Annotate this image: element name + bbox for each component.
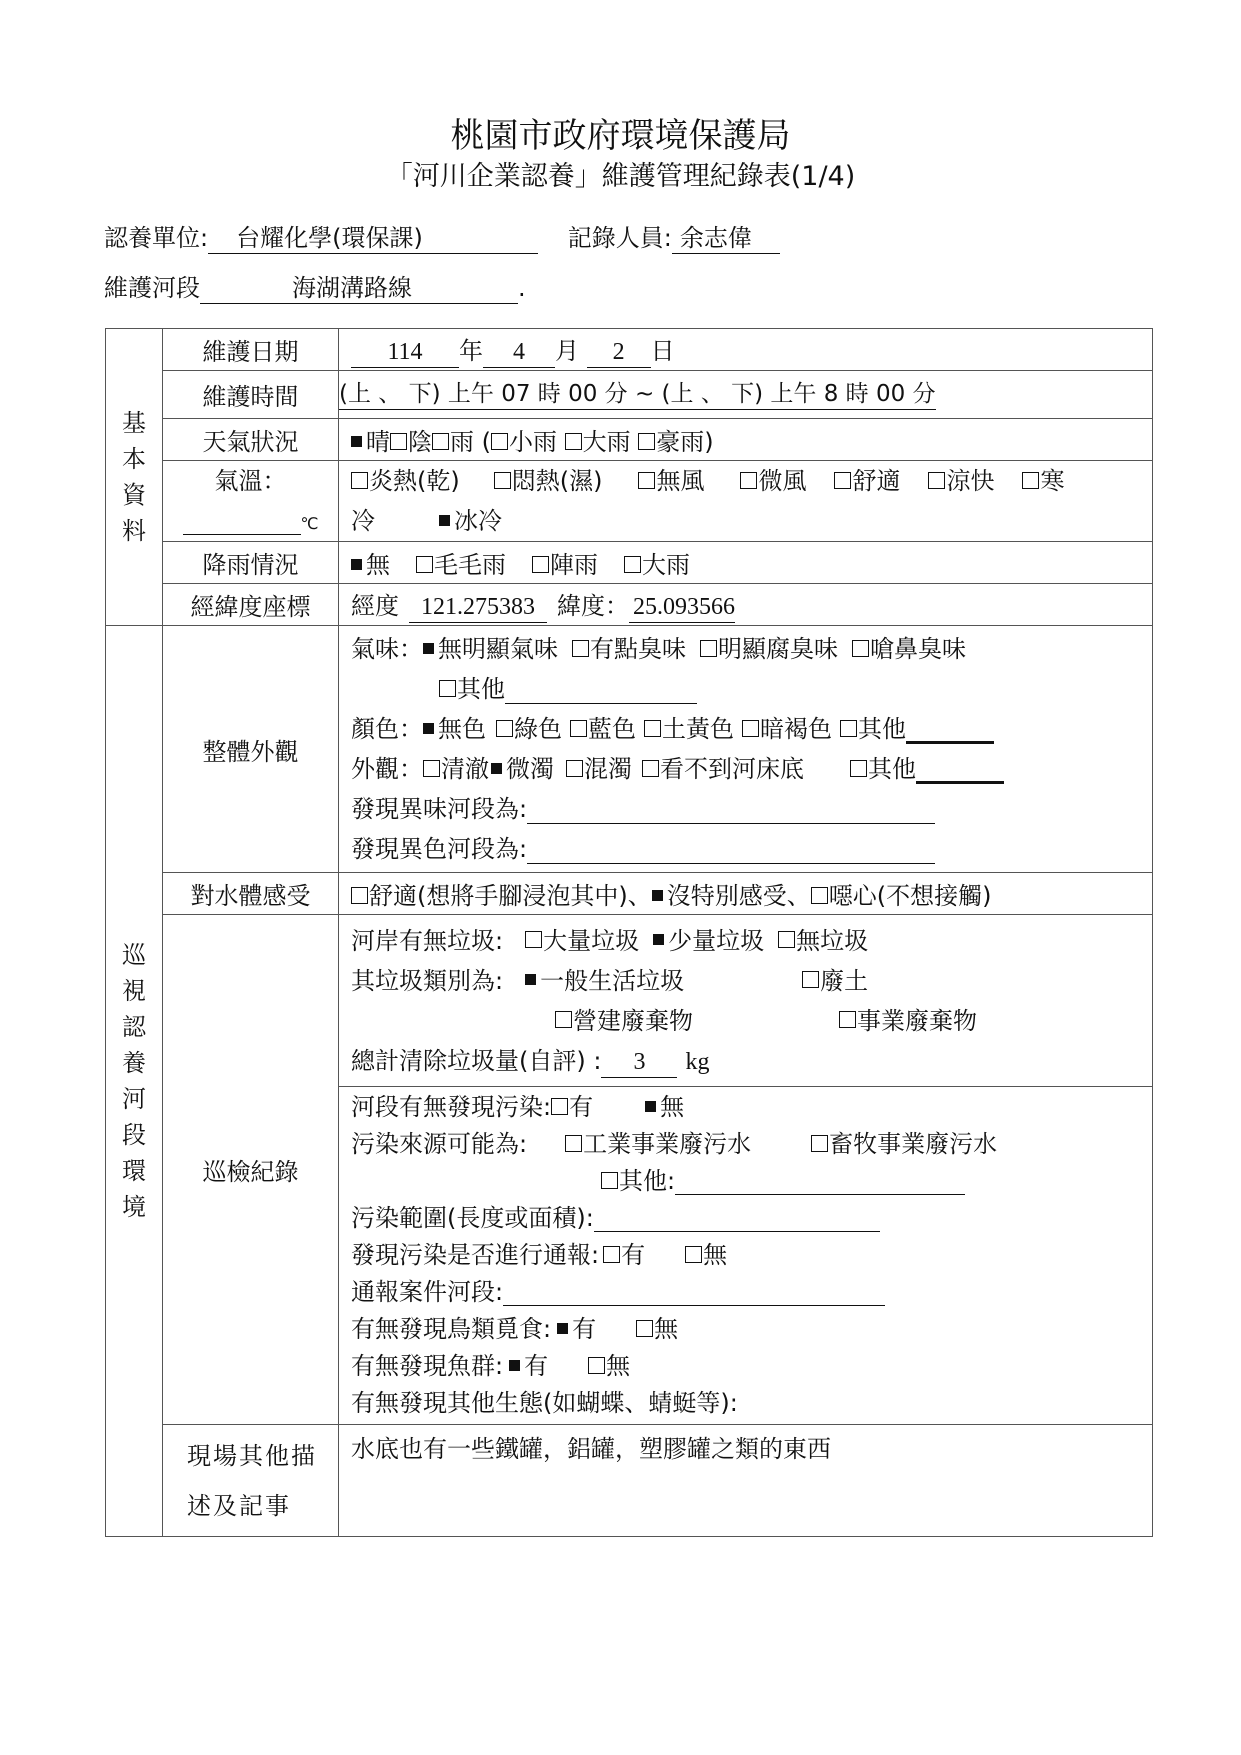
row-rain [106,542,1153,584]
recorder-value: 余志偉 [672,223,780,254]
trash-type-row-1 [351,961,1140,1001]
temp-label-cell [163,461,339,542]
report-section-row [351,1274,1140,1311]
odd-color-row [351,829,1140,869]
side-char: 資 [122,481,146,509]
fish-opt: 有 [524,1352,549,1380]
temp-opt: 寒 [1040,467,1065,495]
section-value: 海湖溝路線 [200,273,518,304]
row-date [106,329,1153,371]
total-row [351,1041,1140,1081]
source-opt: 其他: [619,1167,676,1195]
lat-value: 25.093566 [629,592,735,623]
time-label: 維護時間 [163,371,339,419]
record-table [105,328,1153,1537]
date-year-unit: 年 [459,337,483,365]
coord-cell [339,584,1153,626]
checkbox [565,433,582,450]
total-unit: kg [685,1048,710,1075]
row-appearance [106,626,1153,873]
other-label-1: 現場其他描 [187,1441,317,1470]
row-trash [106,915,1153,1087]
checkbox [491,433,508,450]
smell-opt: 無明顯氣味 [438,635,558,663]
eco-label: 有無發現其他生態(如蝴蝶、蜻蜓等): [351,1389,738,1417]
date-day-unit: 日 [650,337,675,365]
trash-opt: 大量垃圾 [543,926,640,955]
row-time [106,371,1153,419]
fish-opt: 無 [606,1352,631,1380]
section-end: . [518,274,526,302]
date-month-unit: 月 [555,337,579,365]
unit-value: 台耀化學(環保課) [208,223,538,254]
checked-box [439,515,450,526]
look-row [351,749,1140,789]
smell-row [351,629,1140,669]
weather-light-rain: 小雨 [509,428,557,456]
trash-type-label: 其垃圾類別為: [351,966,504,995]
temp-opt: 冷 [351,507,375,535]
color-opt: 綠色 [514,715,562,743]
checkbox [432,433,449,450]
smell-other-row [351,669,1140,709]
feel-opt: 沒特別感受、 [666,882,811,910]
temp-options-1 [351,461,1140,501]
smell-other: 其他 [457,675,505,703]
row-coord [106,584,1153,626]
trash-opt: 少量垃圾 [668,926,765,955]
side-char: 環 [122,1157,146,1185]
smell-opt: 嗆鼻臭味 [870,635,966,663]
color-opt: 無色 [438,715,486,743]
eco-row [351,1385,1140,1422]
checkbox [390,433,407,450]
form-subtitle: 「河川企業認養」維護管理紀錄表(1/4) [385,161,856,192]
appearance-cell [339,626,1153,873]
page-title: 桃園市政府環境保護局 [450,116,791,156]
temp-opt: 涼快 [946,467,995,495]
other-label [163,1425,339,1537]
fish-row [351,1348,1140,1385]
report-row [351,1237,1140,1274]
rain-drizzle: 毛毛雨 [434,551,506,579]
trash-type-row-2 [351,1001,1140,1041]
temp-opt: 微風 [758,467,807,495]
temp-label: 氣溫： [214,467,287,495]
look-opt: 其他 [868,755,916,783]
row-other [106,1425,1153,1537]
odd-color-label: 發現異色河段為: [351,835,528,863]
side-char: 基 [122,409,146,437]
other-text: 水底也有一些鐵罐，鋁罐，塑膠罐之類的東西 [339,1425,1153,1537]
trash-type: 事業廢棄物 [857,1006,977,1035]
look-opt: 微濁 [506,755,554,783]
report-opt: 無 [703,1241,728,1269]
side-char: 段 [122,1121,146,1149]
checked-box [351,559,362,570]
weather-torrential: 豪雨) [656,428,714,456]
trash-row [351,921,1140,961]
row-temp [106,461,1153,542]
side-char: 巡 [122,941,146,969]
look-label: 外觀： [351,755,423,783]
trash-opt: 無垃圾 [796,926,869,955]
source-row [351,1126,1140,1163]
side-char: 視 [122,977,146,1005]
coord-label: 經緯度座標 [163,584,339,626]
time-text: (上 、 下) 上午 07 時 00 分 ~ (上 、 下) 上午 8 時 00 分 [339,380,936,410]
look-opt: 清澈 [441,755,489,783]
color-opt: 土黃色 [662,715,734,743]
odd-smell-label: 發現異味河段為: [351,795,528,823]
source-label: 污染來源可能為: [351,1130,528,1158]
weather-rain: 雨 ( [450,428,491,456]
look-opt: 混濁 [584,755,632,783]
source-opt: 工業事業廢污水 [583,1130,752,1158]
pollution-label: 河段有無發現污染: [351,1093,552,1121]
rain-label: 降雨情況 [163,542,339,584]
rain-heavy: 大雨 [642,551,690,579]
side-char: 本 [122,445,146,473]
range-row [351,1200,1140,1237]
lon-label: 經度 [351,592,399,620]
trash-type: 營建廢棄物 [573,1006,693,1035]
odd-smell-row [351,789,1140,829]
report-label: 發現污染是否進行通報: [351,1241,600,1269]
trash-type: 廢土 [820,966,869,995]
trash-type: 一般生活垃圾 [540,966,685,995]
rain-cell [339,542,1153,584]
temp-options-2 [351,501,1140,541]
report-opt: 有 [621,1241,646,1269]
pollution-opt: 無 [660,1093,685,1121]
temp-blank: ℃ [163,501,338,541]
temp-opt: 炎熱(乾) [369,467,460,495]
smell-opt: 有點臭味 [590,635,686,663]
side-char: 境 [122,1193,146,1221]
feel-label: 對水體感受 [163,873,339,915]
checkbox [638,433,655,450]
color-opt: 藍色 [588,715,636,743]
section-patrol [106,626,163,1537]
range-label: 污染範圍(長度或面積): [351,1204,594,1232]
record-label: 巡檢紀錄 [163,915,339,1425]
pollution-row [351,1089,1140,1126]
side-char: 河 [122,1085,146,1113]
date-label: 維護日期 [163,329,339,371]
date-month: 4 [483,337,555,368]
birds-opt: 有 [572,1315,597,1343]
appearance-label: 整體外觀 [163,626,339,873]
date-cell [339,329,1153,371]
color-opt: 其他 [858,715,906,743]
date-day: 2 [587,337,651,368]
row-feel [106,873,1153,915]
pollution-cell [339,1087,1153,1425]
row-weather [106,419,1153,461]
date-year: 114 [351,337,459,368]
weather-sunny: 晴 [366,428,390,456]
feel-cell [339,873,1153,915]
weather-heavy-rain: 大雨 [582,428,631,456]
look-opt: 看不到河床底 [660,755,804,783]
birds-row [351,1311,1140,1348]
weather-cloudy: 陰 [408,428,432,456]
color-row [351,709,1140,749]
smell-label: 氣味： [351,635,423,663]
time-cell [339,371,1153,419]
temp-cell [339,461,1153,542]
trash-cell [339,915,1153,1087]
unit-label: 認養單位: [104,224,209,252]
recorder-label: 記錄人員: [567,224,672,252]
lat-label: 緯度： [557,592,629,620]
unit-row [104,218,780,254]
rain-none: 無 [366,551,390,579]
total-value: 3 [601,1047,677,1078]
temp-opt: 舒適 [852,467,901,495]
section-basic [106,329,163,626]
source-opt: 畜牧事業廢污水 [829,1130,998,1158]
temp-opt: 無風 [656,467,705,495]
source-other-row [351,1163,1140,1200]
section-label: 維護河段 [104,274,200,302]
temp-opt: 悶熱(濕) [511,467,603,495]
feel-opt: 舒適(想將手腳浸泡其中)、 [369,882,652,910]
side-char: 認 [122,1013,146,1041]
color-opt: 暗褐色 [760,715,832,743]
weather-cell [339,419,1153,461]
total-label: 總計清除垃圾量(自評) : [351,1046,602,1075]
feel-opt: 噁心(不想接觸) [828,882,992,910]
fish-label: 有無發現魚群: [351,1352,504,1380]
temp-opt-cold: 冰冷 [454,507,502,535]
checked-box [351,436,362,447]
side-char: 料 [122,517,146,545]
other-label-2: 述及記事 [187,1491,291,1520]
weather-label: 天氣狀況 [163,419,339,461]
trash-label: 河岸有無垃圾: [351,926,504,955]
report-section-label: 通報案件河段: [351,1278,504,1306]
rain-shower: 陣雨 [550,551,598,579]
pollution-opt: 有 [569,1093,594,1121]
lon-value: 121.275383 [409,592,547,623]
birds-opt: 無 [654,1315,679,1343]
birds-label: 有無發現鳥類覓食: [351,1315,552,1343]
side-char: 養 [122,1049,146,1077]
smell-opt: 明顯腐臭味 [718,635,838,663]
section-row [104,268,526,304]
color-label: 顏色： [351,715,423,743]
